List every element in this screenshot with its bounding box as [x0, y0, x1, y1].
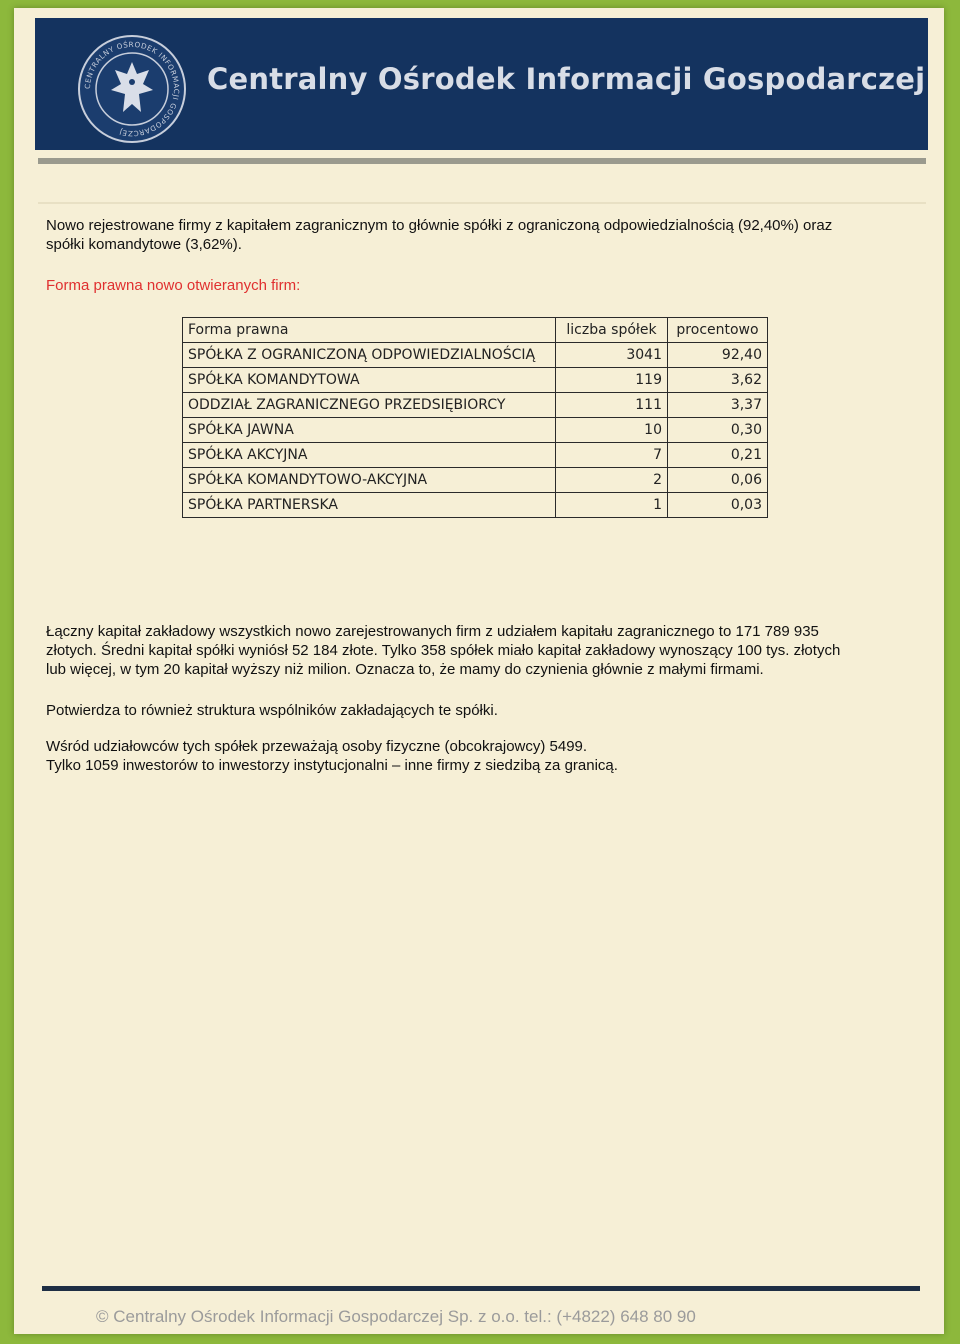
- footer-divider: [42, 1286, 920, 1291]
- capital-paragraph: [46, 622, 840, 679]
- header-banner: [35, 18, 928, 150]
- footer: [96, 1307, 696, 1327]
- table-cell-percent: 0,21: [668, 443, 768, 468]
- shareholders-paragraph: [46, 737, 618, 775]
- table-row: [183, 368, 768, 393]
- column-header-form: Forma prawna: [183, 318, 556, 343]
- capital-line-1: Łączny kapitał zakładowy wszystkich nowo zarejestrowanych firm z udziałem kapitału zagranicznego to 171 789 935: [46, 623, 819, 640]
- footer-text: Centralny Ośrodek Informacji Gospodarczej Sp. z o.o. tel.: (+4822) 648 80 90: [113, 1307, 696, 1326]
- table-cell-form: SPÓŁKA Z OGRANICZONĄ ODPOWIEDZIALNOŚCIĄ: [183, 343, 556, 368]
- table-cell-count: 3041: [556, 343, 668, 368]
- table-cell-count: 7: [556, 443, 668, 468]
- intro-line-1: Nowo rejestrowane firmy z kapitałem zagranicznym to głównie spółki z ograniczoną odpowiedzialnością (92,40%) oraz: [46, 217, 833, 234]
- table-header-row: [183, 318, 768, 343]
- organization-title: Centralny Ośrodek Informacji Gospodarczej: [207, 62, 926, 96]
- column-header-percent: procentowo: [668, 318, 768, 343]
- table-cell-percent: 92,40: [668, 343, 768, 368]
- structure-paragraph: Potwierdza to również struktura wspólników zakładających te spółki.: [46, 702, 498, 719]
- capital-line-2: złotych. Średni kapitał spółki wyniósł 52 184 złote. Tylko 358 spółek miało kapitał zakładowy wynoszący 100 tys. złotych: [46, 642, 841, 659]
- table-row: [183, 493, 768, 518]
- table-row: [183, 443, 768, 468]
- header-divider: [38, 158, 926, 164]
- table-cell-form: SPÓŁKA KOMANDYTOWA: [183, 368, 556, 393]
- eagle-seal-icon: [77, 34, 187, 144]
- table-cell-count: 111: [556, 393, 668, 418]
- capital-line-3: lub więcej, w tym 20 kapitał wyższy niż milion. Oznacza to, że mamy do czynienia głównie z małymi firmami.: [46, 661, 764, 678]
- table-cell-form: SPÓŁKA AKCYJNA: [183, 443, 556, 468]
- table-row: [183, 418, 768, 443]
- shareholders-line-1: Wśród udziałowców tych spółek przeważają osoby fizyczne (obcokrajowcy) 5499.: [46, 738, 588, 755]
- table-cell-percent: 0,30: [668, 418, 768, 443]
- table-cell-percent: 3,37: [668, 393, 768, 418]
- intro-paragraph: [46, 216, 832, 254]
- table-cell-form: SPÓŁKA JAWNA: [183, 418, 556, 443]
- table-cell-count: 10: [556, 418, 668, 443]
- shareholders-line-2: Tylko 1059 inwestorów to inwestorzy instytucjonalni – inne firmy z siedzibą za granicą.: [46, 757, 618, 774]
- page: [14, 8, 944, 1334]
- table-cell-count: 2: [556, 468, 668, 493]
- seal-lettering: CENTRALNY OŚRODEK INFORMACJI GOSPODARCZEJ: [82, 39, 182, 139]
- column-header-count: liczba spółek: [556, 318, 668, 343]
- table-cell-percent: 3,62: [668, 368, 768, 393]
- table-row: [183, 468, 768, 493]
- section-heading: Forma prawna nowo otwieranych firm:: [46, 277, 301, 294]
- sub-divider: [38, 202, 926, 204]
- legal-form-table: [182, 317, 768, 518]
- table-row: [183, 393, 768, 418]
- table-cell-form: ODDZIAŁ ZAGRANICZNEGO PRZEDSIĘBIORCY: [183, 393, 556, 418]
- table-cell-form: SPÓŁKA KOMANDYTOWO-AKCYJNA: [183, 468, 556, 493]
- intro-line-2: spółki komandytowe (3,62%).: [46, 236, 242, 253]
- table-cell-count: 1: [556, 493, 668, 518]
- table-cell-percent: 0,03: [668, 493, 768, 518]
- table-cell-form: SPÓŁKA PARTNERSKA: [183, 493, 556, 518]
- copyright-icon: ©: [96, 1307, 109, 1326]
- table-cell-count: 119: [556, 368, 668, 393]
- table-cell-percent: 0,06: [668, 468, 768, 493]
- table-row: [183, 343, 768, 368]
